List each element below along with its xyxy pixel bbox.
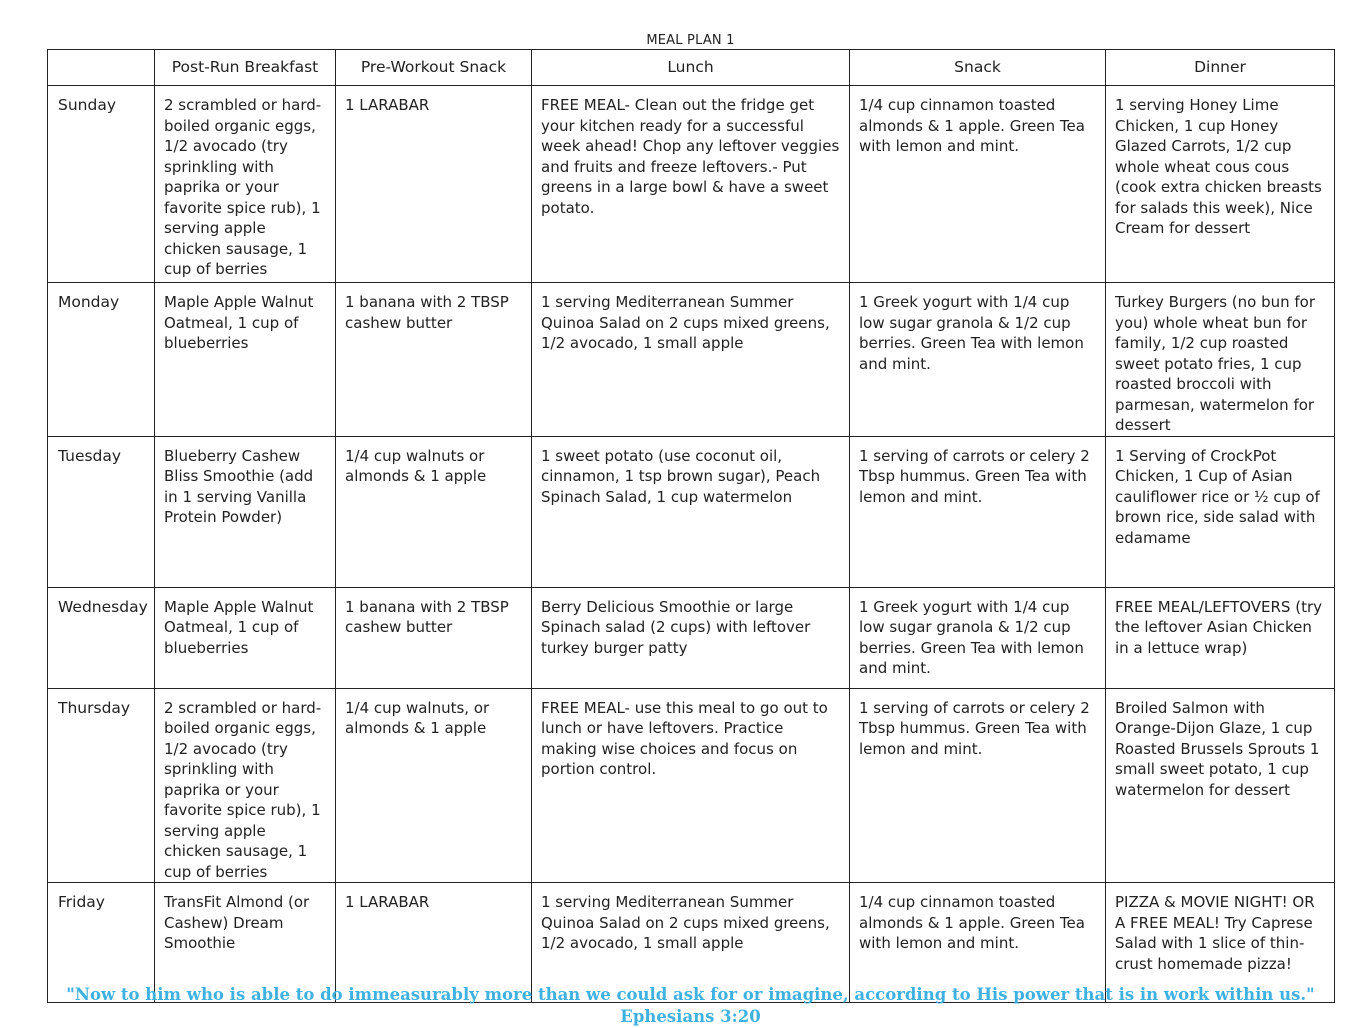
breakfast-cell [155,688,336,883]
pre-workout-cell [336,436,532,587]
dinner-text: 1 Serving of CrockPot Chicken, 1 Cup of Asian cauliflower rice or ½ cup of brown rice, side salad with edamame [1115,446,1320,547]
dinner-cell [1106,688,1335,883]
lunch-text: FREE MEAL- Clean out the fridge get your kitchen ready for a successful week ahead! Chop any leftover veggies and fruits and freeze leftovers.- Put greens in a large bowl & have a sweet potato. [541,96,840,217]
day-label: Tuesday [58,446,122,465]
snack-text: 1/4 cup cinnamon toasted almonds & 1 apple. Green Tea with lemon and mint. [859,96,1085,155]
snack-cell [850,688,1106,883]
lunch-cell [532,283,850,437]
day-cell [48,283,155,437]
snack-text: 1 Greek yogurt with 1/4 cup low sugar granola & 1/2 cup berries. Green Tea with lemon and mint. [859,293,1084,373]
pre-workout-text: 1 LARABAR [345,96,430,114]
day-cell [48,587,155,688]
column-header-pre-workout: Pre-Workout Snack [336,50,532,86]
pre-workout-text: 1/4 cup walnuts, or almonds & 1 apple [345,698,490,737]
breakfast-cell [155,587,336,688]
column-header-dinner: Dinner [1106,50,1335,86]
pre-workout-cell [336,86,532,283]
snack-text: 1 serving of carrots or celery 2 Tbsp hummus. Green Tea with lemon and mint. [859,698,1090,758]
day-label: Sunday [58,96,116,114]
breakfast-text: 2 scrambled or hard-boiled organic eggs, 1/2 avocado (try sprinkling with paprika or your favorite spice rub), 1 serving apple chicken sausage, 1 cup of berries [164,96,322,278]
lunch-cell [532,436,850,587]
snack-text: 1 Greek yogurt with 1/4 cup low sugar granola & 1/2 cup berries. Green Tea with lemon and mint. [859,597,1084,677]
dinner-text: Turkey Burgers (no bun for you) whole wheat bun for family, 1/2 cup roasted sweet potato fries, 1 cup roasted broccoli with parmesan, watermelon for dessert [1115,293,1316,434]
breakfast-text: TransFit Almond (or Cashew) Dream Smoothie [164,893,310,952]
snack-text: 1/4 cup cinnamon toasted almonds & 1 apple. Green Tea with lemon and mint. [859,893,1085,952]
table-row [48,86,1335,283]
lunch-cell [532,688,850,883]
pre-workout-text: 1 banana with 2 TBSP cashew butter [345,293,509,332]
dinner-text: 1 serving Honey Lime Chicken, 1 cup Honey Glazed Carrots, 1/2 cup whole wheat cous cous (cook extra chicken breasts for salads this week), Nice Cream for dessert [1115,96,1322,237]
breakfast-cell [155,436,336,587]
column-header-snack: Snack [850,50,1106,86]
pre-workout-text: 1 LARABAR [345,893,430,911]
lunch-text: 1 serving Mediterranean Summer Quinoa Salad on 2 cups mixed greens, 1/2 avocado, 1 small apple [541,893,830,952]
table-row [48,587,1335,688]
pre-workout-cell [336,283,532,437]
breakfast-cell [155,86,336,283]
dinner-cell [1106,86,1335,283]
table-row [48,283,1335,437]
lunch-text: FREE MEAL- use this meal to go out to lunch or have leftovers. Practice making wise choices and focus on portion control. [541,698,828,778]
day-label: Monday [58,293,120,311]
snack-cell [850,86,1106,283]
lunch-cell [532,86,850,283]
pre-workout-cell [336,688,532,883]
pre-workout-text: 1/4 cup walnuts or almonds & 1 apple [345,446,487,485]
column-header-breakfast: Post-Run Breakfast [155,50,336,86]
dinner-cell [1106,283,1335,437]
day-cell [48,688,155,883]
column-header-lunch: Lunch [532,50,850,86]
breakfast-text: Maple Apple Walnut Oatmeal, 1 cup of blueberries [164,293,314,352]
breakfast-text: 2 scrambled or hard-boiled organic eggs, 1/2 avocado (try sprinkling with paprika or your favorite spice rub), 1 serving apple chicken sausage, 1 cup of berries [164,698,322,881]
table-row [48,436,1335,587]
lunch-cell [532,587,850,688]
column-header-day [48,50,155,86]
meal-plan-table [47,49,1335,1003]
dinner-cell [1106,587,1335,688]
day-cell [48,86,155,283]
dinner-text: Broiled Salmon with Orange-Dijon Glaze, 1 cup Roasted Brussels Sprouts 1 small sweet potato, 1 cup watermelon for dessert [1115,698,1320,799]
day-label: Friday [58,893,105,911]
dinner-text: PIZZA & MOVIE NIGHT! OR A FREE MEAL! Try Caprese Salad with 1 slice of thin-crust homemade pizza! [1115,893,1315,973]
dinner-text: FREE MEAL/LEFTOVERS (try the leftover Asian Chicken in a lettuce wrap) [1115,597,1322,657]
lunch-text: 1 sweet potato (use coconut oil, cinnamon, 1 tsp brown sugar), Peach Spinach Salad, 1 cup watermelon [541,446,821,506]
lunch-text: Berry Delicious Smoothie or large Spinach salad (2 cups) with leftover turkey burger patty [541,597,811,657]
pre-workout-cell [336,587,532,688]
header-row [48,50,1335,86]
day-label: Thursday [58,698,131,717]
snack-cell [850,587,1106,688]
breakfast-text: Maple Apple Walnut Oatmeal, 1 cup of blueberries [164,597,314,657]
table-row [48,688,1335,883]
lunch-text: 1 serving Mediterranean Summer Quinoa Salad on 2 cups mixed greens, 1/2 avocado, 1 small apple [541,293,830,352]
snack-cell [850,436,1106,587]
bible-verse-footer: "Now to him who is able to do immeasurably more than we could ask for or imagine, according to His power that is in work within us." Ephesians 3:20 [66,985,1315,1026]
day-cell [48,436,155,587]
day-label: Wednesday [58,597,148,616]
snack-text: 1 serving of carrots or celery 2 Tbsp hummus. Green Tea with lemon and mint. [859,446,1090,506]
snack-cell [850,283,1106,437]
page-title: MEAL PLAN 1 [646,33,735,48]
breakfast-text: Blueberry Cashew Bliss Smoothie (add in 1 serving Vanilla Protein Powder) [164,446,314,526]
pre-workout-text: 1 banana with 2 TBSP cashew butter [345,597,509,636]
breakfast-cell [155,283,336,437]
dinner-cell [1106,436,1335,587]
